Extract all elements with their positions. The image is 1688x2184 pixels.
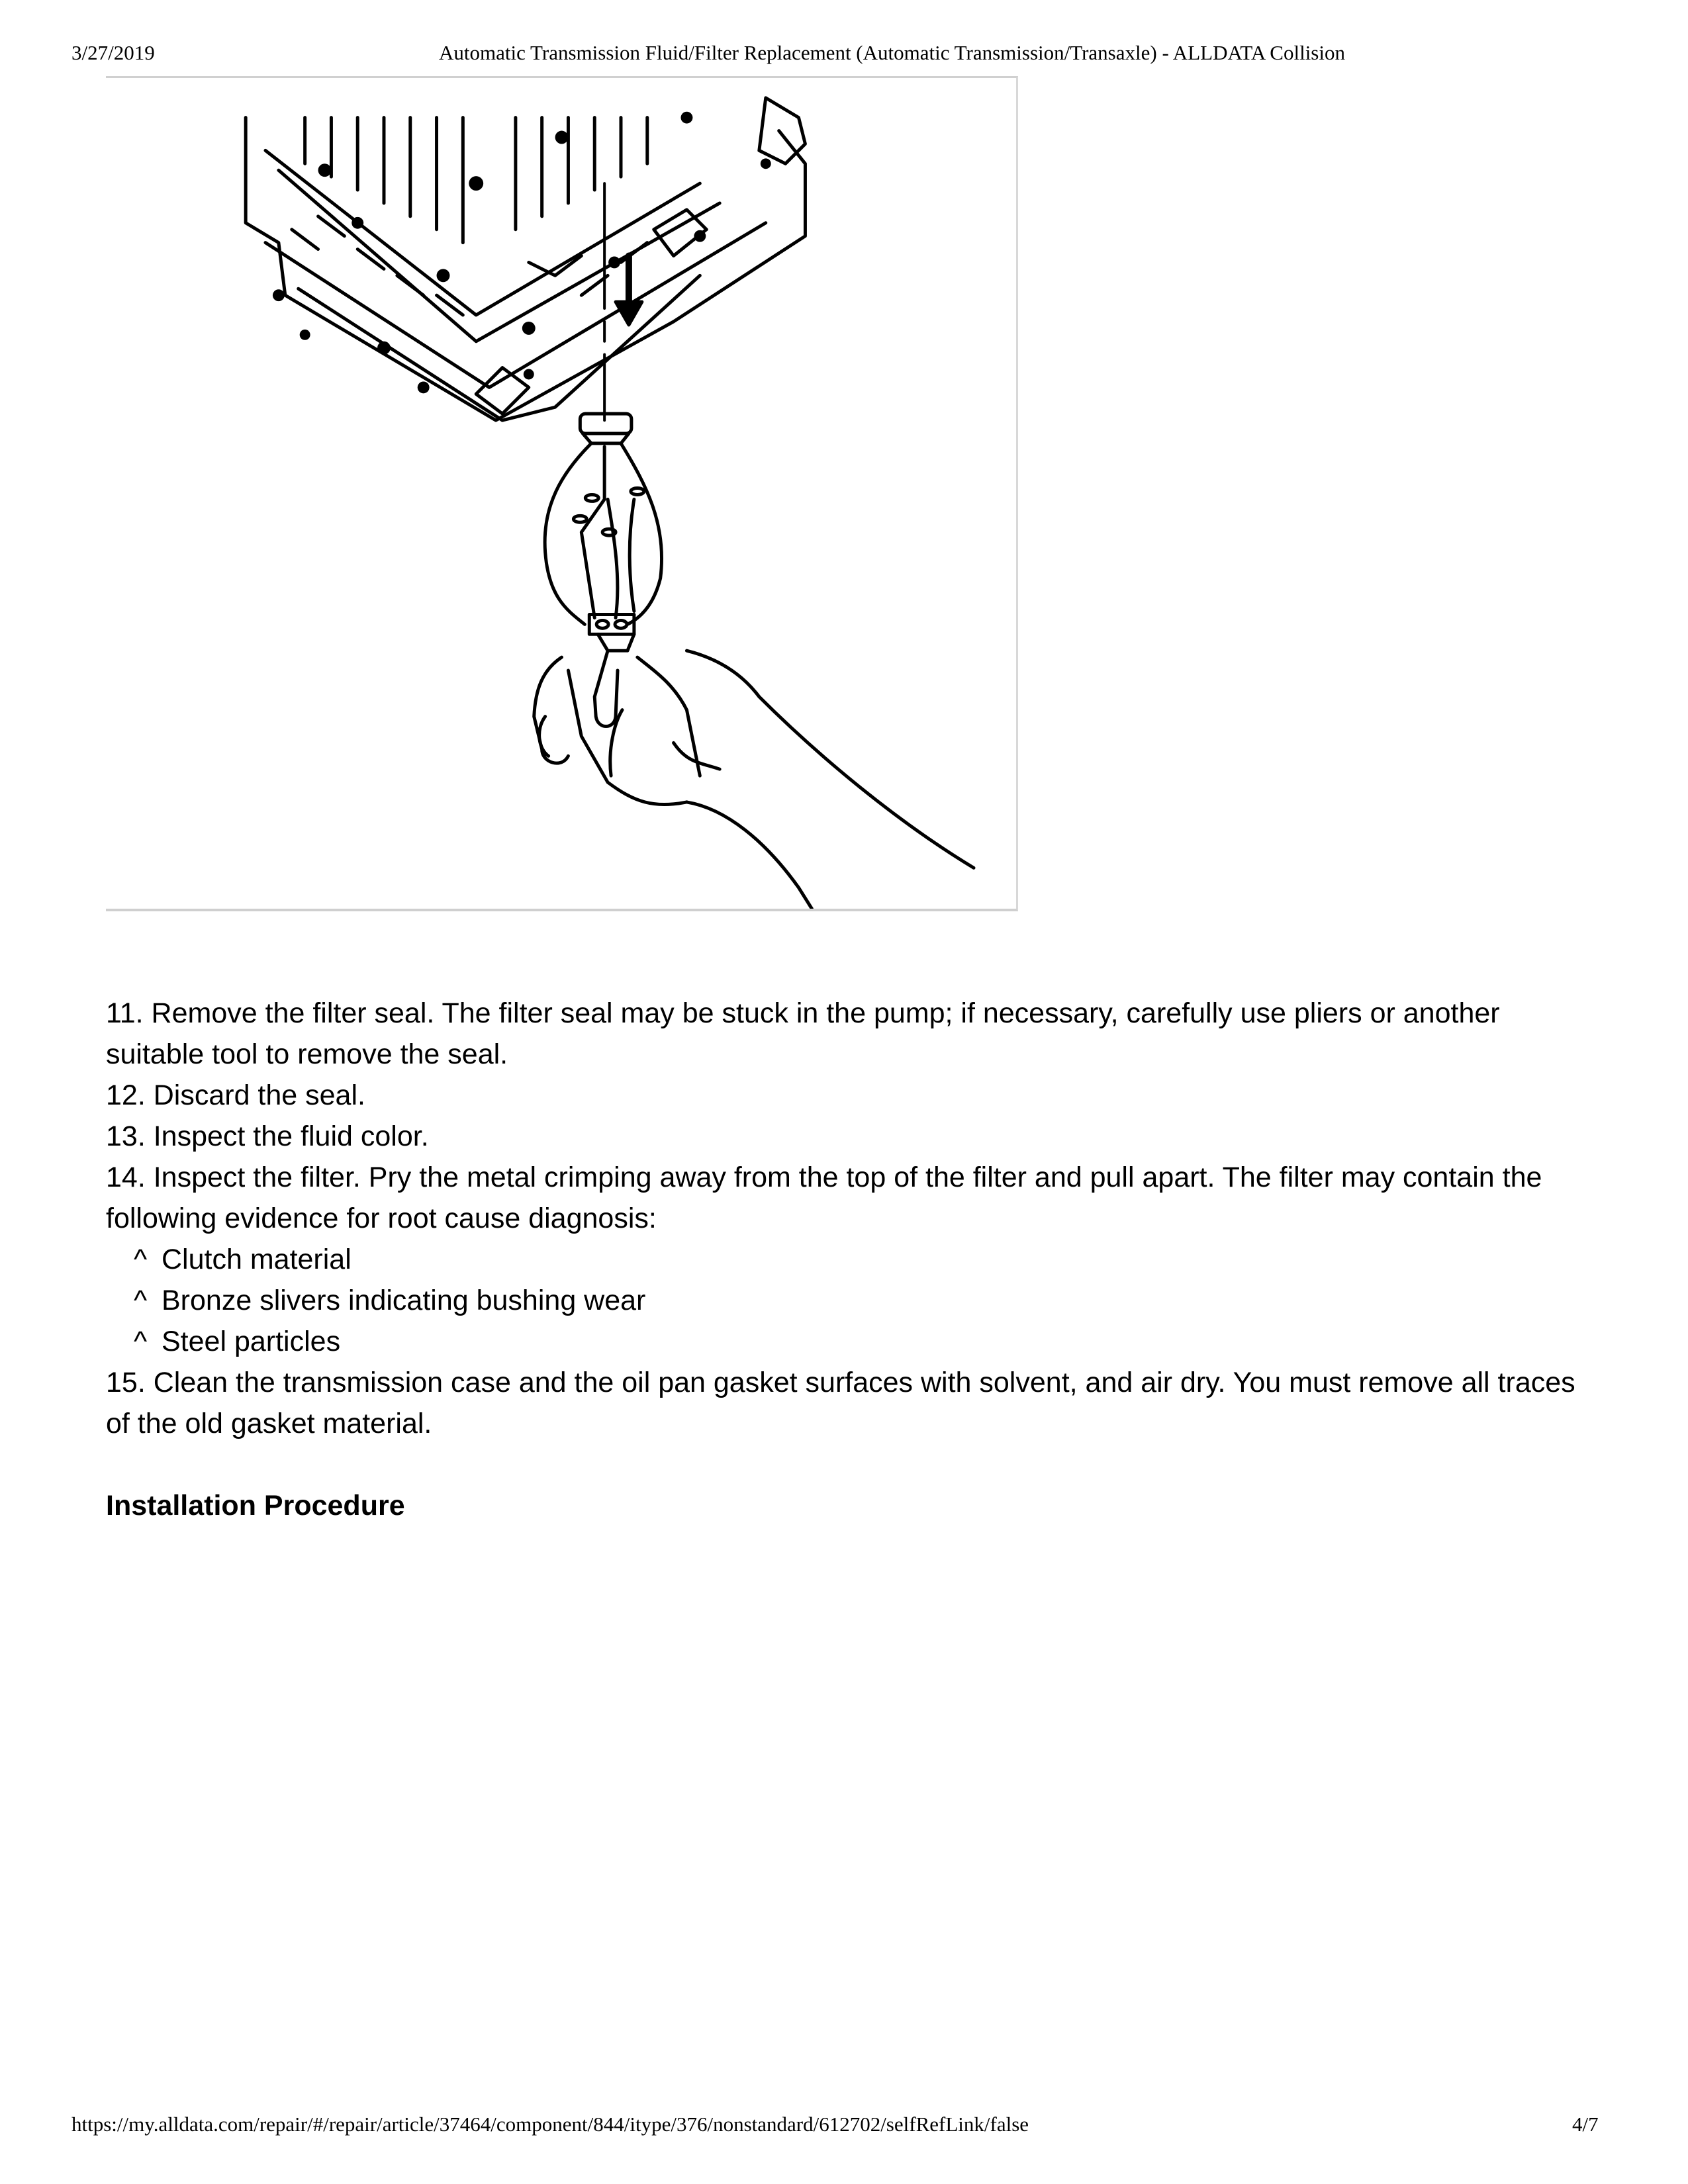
bullet-item: ^ Bronze slivers indicating bushing wear xyxy=(106,1280,1602,1321)
step-13: 13. Inspect the fluid color. xyxy=(106,1120,429,1152)
document-title: Automatic Transmission Fluid/Filter Replacement (Automatic Transmission/Transaxle) - ALLDATA Collision xyxy=(439,41,1345,64)
procedure-text xyxy=(106,993,1602,1526)
arrow-down-icon xyxy=(616,256,642,325)
procedure-illustration xyxy=(106,76,1018,911)
step-14: 14. Inspect the filter. Pry the metal crimping away from the top of the filter and pull apart. The filter may contain the following evidence for root cause diagnosis: xyxy=(106,1161,1542,1234)
caret-bullet-icon: ^ xyxy=(134,1244,148,1275)
page-url[interactable]: https://my.alldata.com/repair/#/repair/article/37464/component/844/itype/376/nonstandard/612702/selfRefLink/false xyxy=(71,2113,1029,2136)
step-12: 12. Discard the seal. xyxy=(106,1079,365,1111)
bolt-heads xyxy=(273,112,771,394)
hand-drawing xyxy=(534,651,974,909)
section-heading-installation: Installation Procedure xyxy=(106,1490,405,1522)
print-date: 3/27/2019 xyxy=(71,41,155,64)
caret-bullet-icon: ^ xyxy=(134,1326,148,1357)
step-15: 15. Clean the transmission case and the oil pan gasket surfaces with solvent, and air dry. You must remove all traces of the old gasket material. xyxy=(106,1367,1575,1439)
caret-bullet-icon: ^ xyxy=(134,1285,148,1316)
filter-seal-removal-drawing xyxy=(106,78,1016,909)
step-11: 11. Remove the filter seal. The filter seal may be stuck in the pump; if necessary, carefully use pliers or another suitable tool to remove the seal. xyxy=(106,997,1500,1070)
bullet-item: ^ Clutch material xyxy=(106,1239,1602,1280)
page-number: 4/7 xyxy=(1572,2113,1599,2136)
bullet-item: ^ Steel particles xyxy=(106,1321,1602,1362)
pliers-drawing xyxy=(545,443,661,727)
